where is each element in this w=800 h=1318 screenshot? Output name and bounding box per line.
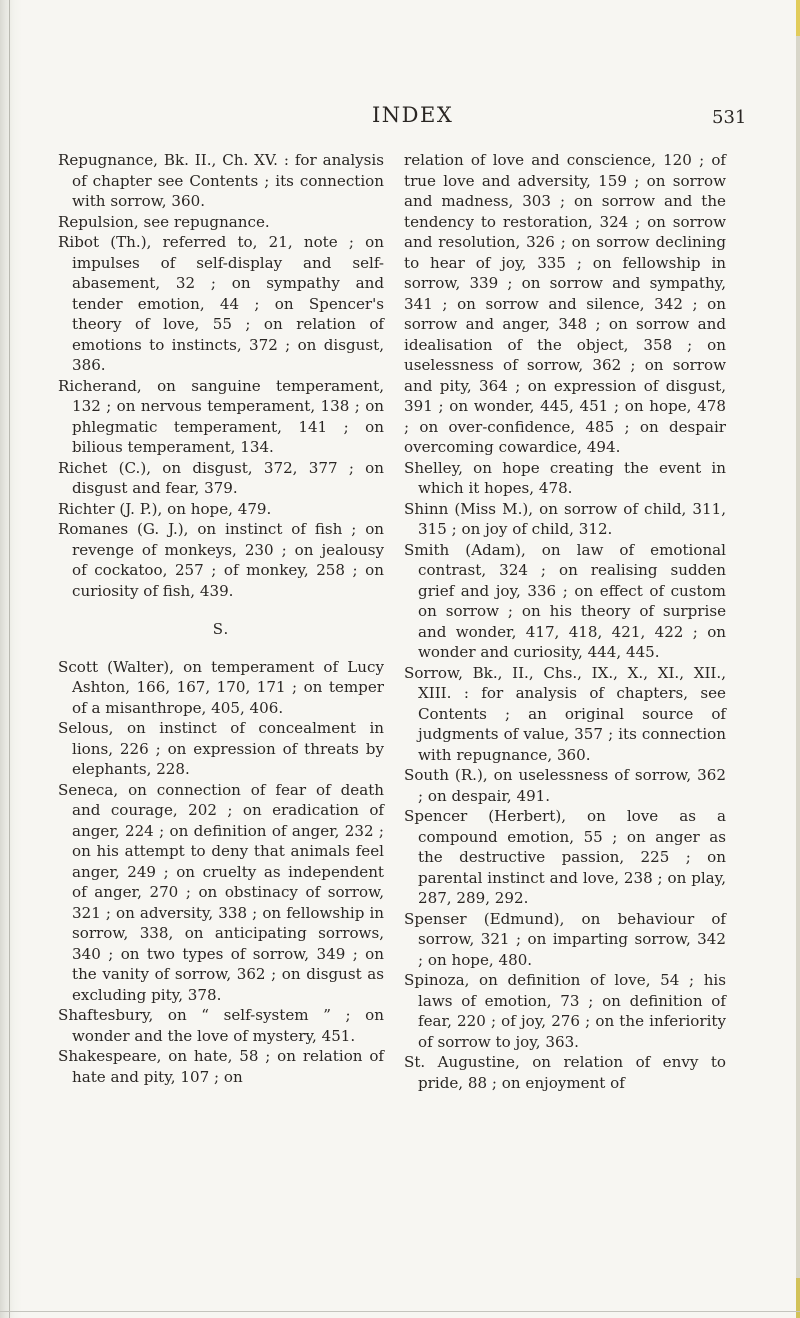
index-entry: Ribot (Th.), referred to, 21, note ; on impulses of self-display and self-abasement, 32 ; on sympathy and tender emotion, 44 ; on Spencer's theory of love, 55 ; on relation of emotions to instincts, 372 ; on disgust, 386. [58,233,384,374]
page-edge-tab-bottom [796,1278,800,1318]
index-entry: Richet (C.), on disgust, 372, 377 ; on disgust and fear, 379. [58,458,384,497]
index-entry: Richerand, on sanguine temperament, 132 ; on nervous temperament, 138 ; on phlegmatic temperament, 141 ; on bilious temperament, 134. [58,376,384,456]
index-entry: Shakespeare, on hate, 58 ; on relation of hate and pity, 107 ; on [58,1047,384,1086]
page-bottom-edge [0,1311,800,1312]
index-entry: Spinoza, on definition of love, 54 ; his laws of emotion, 73 ; on definition of fear, 220 ; of joy, 276 ; on the inferiority of sorrow to joy, 363. [404,971,726,1051]
index-entry: Shaftesbury, on “ self-system ” ; on wonder and the love of mystery, 451. [58,1006,384,1045]
index-entry: Sorrow, Bk., II., Chs., IX., X., XI., XII., XIII. : for analysis of chapters, see Contents ; an original source of judgments of value, 357 ; its connection with repugnance, 360. [404,663,726,764]
index-entry: Selous, on instinct of concealment in lions, 226 ; on expression of threats by elephants, 228. [58,719,384,778]
page-gutter-shadow [0,0,22,1318]
index-entry: Seneca, on connection of fear of death and courage, 202 ; on eradication of anger, 224 ; on definition of anger, 232 ; on his attempt to deny that animals feel anger, 249 ; on cruelty as independent of anger, 270 ; on obstinacy of sorrow, 321 ; on adversity, 338 ; on fellowship in sorrow, 338, on anticipating sorrows, 340 ; on two types of sorrow, 349 ; on the vanity of sorrow, 362 ; on disgust as excluding pity, 378. [58,780,384,1004]
index-entry: Repulsion, see repugnance. [58,212,270,231]
index-column-left [58,150,384,1087]
index-entry: Shinn (Miss M.), on sorrow of child, 311, 315 ; on joy of child, 312. [404,499,726,538]
page-number: 531 [712,107,747,128]
index-entry: Scott (Walter), on temperament of Lucy Ashton, 166, 167, 170, 171 ; on temper of a misanthrope, 405, 406. [58,657,384,717]
page-edge-tab [796,0,800,36]
index-entry: Smith (Adam), on law of emotional contrast, 324 ; on realising sudden grief and joy, 336 ; on effect of custom on sorrow ; on his theory of surprise and wonder, 417, 418, 421, 422 ; on wonder and curiosity, 444, 445. [404,540,726,661]
index-entry-continued: relation of love and conscience, 120 ; of true love and adversity, 159 ; on sorrow and madness, 303 ; on sorrow and the tendency to restoration, 324 ; on sorrow and resolution, 326 ; on sorrow declining to hear of joy, 335 ; on fellowship in sorrow, 339 ; on sorrow and sympathy, 341 ; on sorrow and silence, 342 ; on sorrow and anger, 348 ; on sorrow and idealisation of the object, 358 ; on uselessness of sorrow, 362 ; on sorrow and pity, 364 ; on expression of disgust, 391 ; on wonder, 445, 451 ; on hope, 478 ; on over-confidence, 485 ; on despair overcoming cowardice, 494. [404,151,726,456]
index-entry: Repugnance, Bk. II., Ch. XV. : for analysis of chapter see Contents ; its connection with sorrow, 360. [58,151,384,210]
running-header [0,103,800,133]
index-entry: Romanes (G. J.), on instinct of fish ; on revenge of monkeys, 230 ; on jealousy of cockatoo, 257 ; of monkey, 258 ; on curiosity of fish, 439. [58,520,384,600]
section-letter: S. [212,620,230,638]
index-entry: Spenser (Edmund), on behaviour of sorrow, 321 ; on imparting sorrow, 342 ; on hope, 480. [404,909,726,969]
index-entry: South (R.), on uselessness of sorrow, 362 ; on despair, 491. [404,766,726,805]
index-entry: Shelley, on hope creating the event in which it hopes, 478. [404,458,726,497]
page-right-edge [796,0,800,1318]
page-title: INDEX [372,103,454,127]
index-entry: St. Augustine, on relation of envy to pride, 88 ; on enjoyment of [404,1053,726,1092]
index-column-right [404,150,726,1093]
index-entry: Spencer (Herbert), on love as a compound emotion, 55 ; on anger as the destructive passion, 225 ; on parental instinct and love, 238 ; on play, 287, 289, 292. [404,807,726,907]
index-entry: Richter (J. P.), on hope, 479. [58,499,272,518]
